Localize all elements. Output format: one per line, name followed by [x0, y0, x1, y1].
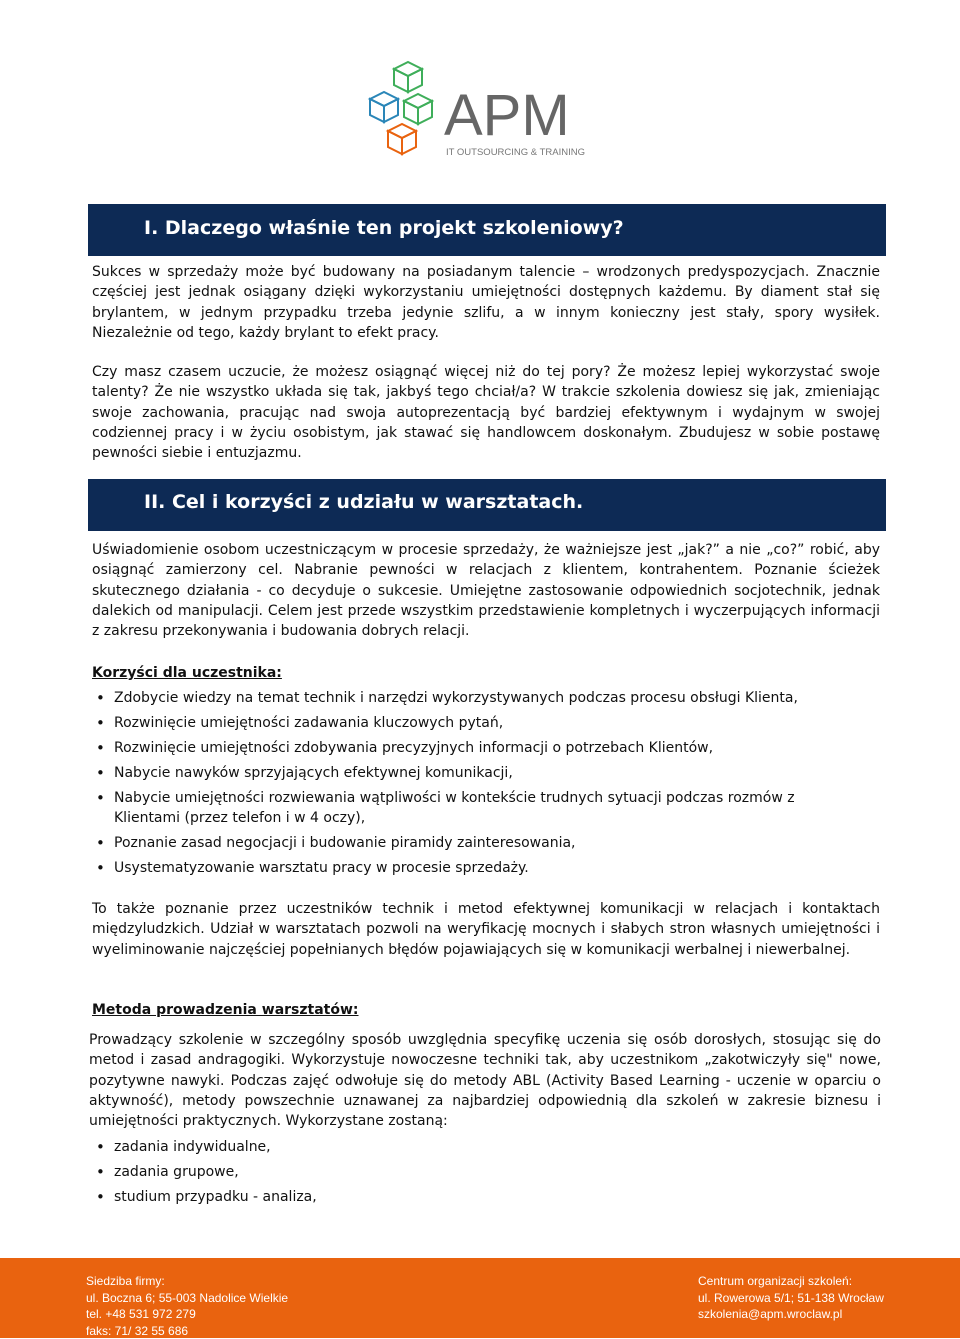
list-item: • zadania indywidualne,	[92, 1137, 872, 1157]
section-2-paragraph-2: To także poznanie przez uczestników technik i metod efektywnej komunikacji w relacjach i kontaktach międzyludzkich. Udział w warsztatach pozwoli na weryfikację mocnych i słabych stron własnych umiejętności i wyeliminowanie najczęściej popełnianych błędów pojawiających się w komunikacji werbalnej i niewerbalnej.	[92, 899, 880, 960]
list-item: • Usystematyzowanie warsztatu pracy w procesie sprzedaży.	[92, 858, 872, 878]
footer-left-title: Siedziba firmy:	[86, 1273, 288, 1290]
apm-logo	[360, 59, 587, 169]
cubes-logo-icon	[360, 59, 587, 169]
footer-right-street: ul. Rowerowa 5/1; 51-138 Wrocław	[698, 1290, 884, 1307]
footer-left-street: ul. Boczna 6; 55-003 Nadolice Wielkie	[86, 1290, 288, 1307]
list-item: • Nabycie nawyków sprzyjających efektywnej komunikacji,	[92, 763, 872, 783]
section-1-paragraph-2: Czy masz czasem uczucie, że możesz osiągnąć więcej niż do tej pory? Że możesz lepiej wykorzystać swoje talenty? Że nie wszystko układa się tak, jakbyś tego chciał/a? W trakcie szkolenia dowiesz się jak, zmieniając swoje zachowania, pracując nad swoja autoprezentacją być bardziej efektywnym i wydajnym w swojej codziennej pracy i w życiu osobistym, jak stawać się handlowcem doskonałym. Zbudujesz w sobie postawę pewności siebie i entuzjazmu.	[92, 362, 880, 463]
footer-left-phone: tel. +48 531 972 279	[86, 1306, 288, 1323]
list-item: • Poznanie zasad negocjacji i budowanie piramidy zainteresowania,	[92, 833, 872, 853]
list-item: • Rozwinięcie umiejętności zadawania kluczowych pytań,	[92, 713, 872, 733]
benefits-list	[92, 688, 872, 878]
method-title: Metoda prowadzenia warsztatów:	[92, 1002, 359, 1018]
section-2-paragraph-1: Uświadomienie osobom uczestniczącym w procesie sprzedaży, że ważniejsze jest „jak?” a nie „co?” robić, aby osiągnąć zamierzony cel. Nabranie pewności w relacjach z klientem, kontrahentem. Poznanie ścieżek skutecznego działania - co decyduje o sukcesie. Umiejętne zastosowanie odpowiednich socjotechnik, jednak dalekich od manipulacji. Celem jest przede wszystkim przedstawienie kompletnych i wyczerpujących informacji z zakresu przekonywania i budowania dobrych relacji.	[92, 540, 880, 641]
list-item: • Nabycie umiejętności rozwiewania wątpliwości w kontekście trudnych sytuacji podczas rozmów z Klientami (przez telefon i w 4 oczy),	[92, 788, 872, 828]
benefits-title: Korzyści dla uczestnika:	[92, 665, 282, 681]
footer-right-title: Centrum organizacji szkoleń:	[698, 1273, 884, 1290]
footer-left-address	[86, 1273, 288, 1339]
list-item: • Rozwinięcie umiejętności zdobywania precyzyjnych informacji o potrzebach Klientów,	[92, 738, 872, 758]
section-1-paragraph-1: Sukces w sprzedaży może być budowany na posiadanym talencie – wrodzonych predyspozycjach. Znacznie częściej jest jednak osiągany dzięki wykorzystaniu umiejętności dostępnych każdemu. By diament stał się brylantem, w jednym przypadku trzeba jedynie szlifu, a w innym konieczny jest stały, spory wysiłek. Niezależnie od tego, każdy brylant to efekt pracy.	[92, 262, 880, 343]
list-item: • zadania grupowe,	[92, 1162, 872, 1182]
list-item: • Zdobycie wiedzy na temat technik i narzędzi wykorzystywanych podczas procesu obsługi Klienta,	[92, 688, 872, 708]
list-item: • studium przypadku - analiza,	[92, 1187, 872, 1207]
footer	[0, 1258, 960, 1338]
logo-tagline-text: IT OUTSOURCING & TRAINING	[446, 147, 585, 158]
method-paragraph: Prowadzący szkolenie w szczególny sposób uwzględnia specyfikę uczenia się osób dorosłych, stosując się do metod i zasad andragogiki. Wykorzystuje nowoczesne techniki tak, aby uczestnikom „zakotwiczyły się" nowe, pozytywne nawyki. Podczas zajęć odwołuje się do metody ABL (Activity Based Learning - uczenie w oparciu o aktywność), metody powszechnie uznawanej za najbardziej odpowiednią dla szkoleń w zakresie biznesu i umiejętności praktycznych. Wykorzystane zostaną:	[89, 1030, 881, 1131]
logo-brand-text: APM	[444, 83, 570, 148]
footer-right-email[interactable]: szkolenia@apm.wroclaw.pl	[698, 1306, 884, 1323]
section-1-heading: I. Dlaczego właśnie ten projekt szkoleniowy?	[88, 204, 886, 256]
footer-right-address	[698, 1273, 884, 1323]
methods-list	[92, 1137, 872, 1207]
footer-left-fax: faks: 71/ 32 55 686	[86, 1323, 288, 1339]
section-2-heading: II. Cel i korzyści z udziału w warsztatach.	[88, 479, 886, 531]
